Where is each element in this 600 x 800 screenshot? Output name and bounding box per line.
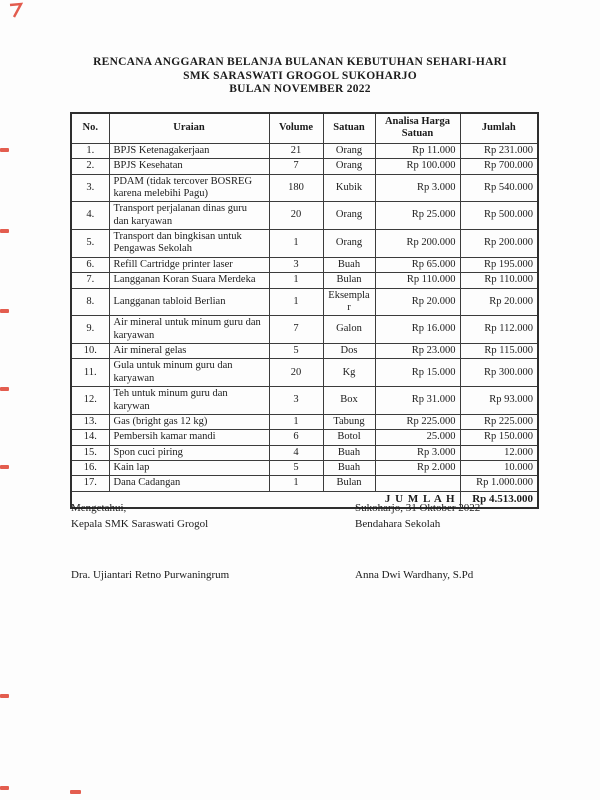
header-jumlah: Jumlah xyxy=(460,113,538,143)
cell-volume: 5 xyxy=(269,344,323,359)
table-row xyxy=(71,359,538,387)
cell-no: 8. xyxy=(71,288,109,316)
cell-jumlah: Rp 20.000 xyxy=(460,288,538,316)
cell-harga: 25.000 xyxy=(375,430,460,445)
cell-jumlah: 12.000 xyxy=(460,445,538,460)
cell-harga: Rp 200.000 xyxy=(375,230,460,258)
cell-volume: 4 xyxy=(269,445,323,460)
red-dash-mark xyxy=(0,309,9,313)
red-dash-mark xyxy=(0,786,9,790)
cell-volume: 1 xyxy=(269,476,323,491)
title-line-1: RENCANA ANGGARAN BELANJA BULANAN KEBUTUHAN SEHARI-HARI xyxy=(93,56,507,68)
signatory-name-right: Anna Dwi Wardhany, S.Pd xyxy=(355,569,474,581)
cell-no: 1. xyxy=(71,143,109,158)
table-row xyxy=(71,476,538,491)
cell-uraian: BPJS Ketenagakerjaan xyxy=(109,143,269,158)
cell-jumlah: Rp 300.000 xyxy=(460,359,538,387)
cell-harga: Rp 11.000 xyxy=(375,143,460,158)
cell-uraian: Gula untuk minum guru dan karyawan xyxy=(109,359,269,387)
cell-satuan: Bulan xyxy=(323,476,375,491)
total-value: Rp 4.513.000 xyxy=(460,491,538,507)
header-satuan: Satuan xyxy=(323,113,375,143)
cell-volume: 20 xyxy=(269,202,323,230)
table-row xyxy=(71,461,538,476)
cell-volume: 7 xyxy=(269,316,323,344)
cell-satuan: Buah xyxy=(323,461,375,476)
cell-uraian: Dana Cadangan xyxy=(109,476,269,491)
red-dash-mark xyxy=(0,229,9,233)
cell-volume: 1 xyxy=(269,288,323,316)
table-row xyxy=(71,174,538,202)
table-row xyxy=(71,316,538,344)
cell-no: 4. xyxy=(71,202,109,230)
cell-no: 12. xyxy=(71,387,109,415)
table-row xyxy=(71,257,538,272)
sign-block-right xyxy=(355,501,480,533)
cell-satuan: Tabung xyxy=(323,414,375,429)
cell-satuan: Kubik xyxy=(323,174,375,202)
cell-harga: Rp 20.000 xyxy=(375,288,460,316)
cell-jumlah: Rp 115.000 xyxy=(460,344,538,359)
cell-harga: Rp 16.000 xyxy=(375,316,460,344)
red-dash-mark xyxy=(0,465,9,469)
cell-jumlah: 10.000 xyxy=(460,461,538,476)
cell-satuan: Buah xyxy=(323,257,375,272)
cell-satuan: Galon xyxy=(323,316,375,344)
cell-no: 7. xyxy=(71,273,109,288)
place-date-label: Sukoharjo, 31 Oktober 2022 xyxy=(355,502,481,514)
cell-no: 9. xyxy=(71,316,109,344)
title-line-3: BULAN NOVEMBER 2022 xyxy=(229,83,371,96)
cell-volume: 1 xyxy=(269,414,323,429)
cell-harga: Rp 100.000 xyxy=(375,159,460,174)
title-line-2: SMK SARASWATI GROGOL SUKOHARJO xyxy=(183,69,417,82)
signatory-name-left: Dra. Ujiantari Retno Purwaningrum xyxy=(71,569,230,581)
header-volume: Volume xyxy=(269,113,323,143)
cell-no: 11. xyxy=(71,359,109,387)
cell-jumlah: Rp 1.000.000 xyxy=(460,476,538,491)
cell-harga: Rp 31.000 xyxy=(375,387,460,415)
cell-satuan: Orang xyxy=(323,143,375,158)
table-row xyxy=(71,159,538,174)
cell-uraian: Teh untuk minum guru dan karywan xyxy=(109,387,269,415)
table-row xyxy=(71,230,538,258)
cell-no: 16. xyxy=(71,461,109,476)
cell-no: 6. xyxy=(71,257,109,272)
cell-volume: 1 xyxy=(269,273,323,288)
cell-uraian: Langganan tabloid Berlian xyxy=(109,288,269,316)
cell-jumlah: Rp 195.000 xyxy=(460,257,538,272)
cell-satuan: Orang xyxy=(323,159,375,174)
cell-jumlah: Rp 540.000 xyxy=(460,174,538,202)
cell-uraian: Spon cuci piring xyxy=(109,445,269,460)
cell-volume: 5 xyxy=(269,461,323,476)
cell-harga: Rp 23.000 xyxy=(375,344,460,359)
cell-uraian: BPJS Kesehatan xyxy=(109,159,269,174)
cell-satuan: Buah xyxy=(323,445,375,460)
cell-satuan: Eksemplar xyxy=(323,288,375,316)
cell-no: 2. xyxy=(71,159,109,174)
cell-jumlah: Rp 700.000 xyxy=(460,159,538,174)
kepala-smk-label: Kepala SMK Saraswati Grogol xyxy=(71,517,209,530)
cell-harga: Rp 225.000 xyxy=(375,414,460,429)
header-analisa-harga-satuan: Analisa Harga Satuan xyxy=(375,113,460,143)
cell-harga: Rp 65.000 xyxy=(375,257,460,272)
table-body xyxy=(71,143,538,507)
cell-jumlah: Rp 112.000 xyxy=(460,316,538,344)
cell-satuan: Orang xyxy=(323,202,375,230)
cell-satuan: Dos xyxy=(323,344,375,359)
cell-jumlah: Rp 231.000 xyxy=(460,143,538,158)
red-pen-mark-icon xyxy=(8,2,23,18)
cell-uraian: Langganan Koran Suara Merdeka xyxy=(109,273,269,288)
table-row xyxy=(71,387,538,415)
red-dash-mark xyxy=(70,790,81,794)
cell-harga: Rp 15.000 xyxy=(375,359,460,387)
cell-volume: 1 xyxy=(269,230,323,258)
cell-uraian: Air mineral untuk minum guru dan karyawan xyxy=(109,316,269,344)
cell-satuan: Botol xyxy=(323,430,375,445)
cell-jumlah: Rp 93.000 xyxy=(460,387,538,415)
cell-uraian: Gas (bright gas 12 kg) xyxy=(109,414,269,429)
cell-volume: 20 xyxy=(269,359,323,387)
cell-no: 5. xyxy=(71,230,109,258)
cell-uraian: Kain lap xyxy=(109,461,269,476)
cell-volume: 7 xyxy=(269,159,323,174)
table-row xyxy=(71,344,538,359)
cell-uraian: PDAM (tidak tercover BOSREG karena melebihi Pagu) xyxy=(109,174,269,202)
table-row xyxy=(71,414,538,429)
cell-no: 14. xyxy=(71,430,109,445)
cell-harga xyxy=(375,476,460,491)
document-title xyxy=(0,56,600,97)
header-no: No. xyxy=(71,113,109,143)
budget-table xyxy=(70,112,539,509)
cell-no: 13. xyxy=(71,414,109,429)
cell-uraian: Refill Cartridge printer laser xyxy=(109,257,269,272)
red-dash-mark xyxy=(0,148,9,152)
cell-jumlah: Rp 225.000 xyxy=(460,414,538,429)
cell-no: 10. xyxy=(71,344,109,359)
cell-no: 15. xyxy=(71,445,109,460)
cell-jumlah: Rp 150.000 xyxy=(460,430,538,445)
cell-jumlah: Rp 200.000 xyxy=(460,230,538,258)
table-row xyxy=(71,273,538,288)
cell-volume: 3 xyxy=(269,387,323,415)
cell-satuan: Box xyxy=(323,387,375,415)
table-row xyxy=(71,143,538,158)
mengetahui-label: Mengetahui, xyxy=(71,502,127,514)
table-row xyxy=(71,288,538,316)
table-header-row xyxy=(71,113,538,143)
cell-satuan: Kg xyxy=(323,359,375,387)
red-dash-mark xyxy=(0,387,9,391)
cell-volume: 180 xyxy=(269,174,323,202)
cell-volume: 3 xyxy=(269,257,323,272)
cell-jumlah: Rp 500.000 xyxy=(460,202,538,230)
cell-volume: 6 xyxy=(269,430,323,445)
cell-harga: Rp 25.000 xyxy=(375,202,460,230)
cell-no: 3. xyxy=(71,174,109,202)
cell-volume: 21 xyxy=(269,143,323,158)
cell-uraian: Air mineral gelas xyxy=(109,344,269,359)
cell-harga: Rp 3.000 xyxy=(375,174,460,202)
cell-no: 17. xyxy=(71,476,109,491)
table-row xyxy=(71,445,538,460)
sign-block-left xyxy=(71,501,208,533)
total-label: J U M L A H xyxy=(71,491,460,507)
cell-satuan: Bulan xyxy=(323,273,375,288)
cell-harga: Rp 110.000 xyxy=(375,273,460,288)
cell-uraian: Pembersih kamar mandi xyxy=(109,430,269,445)
cell-harga: Rp 2.000 xyxy=(375,461,460,476)
cell-uraian: Transport perjalanan dinas guru dan karyawan xyxy=(109,202,269,230)
bendahara-label: Bendahara Sekolah xyxy=(355,517,441,530)
header-uraian: Uraian xyxy=(109,113,269,143)
red-dash-mark xyxy=(0,694,9,698)
cell-satuan: Orang xyxy=(323,230,375,258)
cell-uraian: Transport dan bingkisan untuk Pengawas Sekolah xyxy=(109,230,269,258)
cell-harga: Rp 3.000 xyxy=(375,445,460,460)
table-row xyxy=(71,430,538,445)
table-row xyxy=(71,202,538,230)
cell-jumlah: Rp 110.000 xyxy=(460,273,538,288)
